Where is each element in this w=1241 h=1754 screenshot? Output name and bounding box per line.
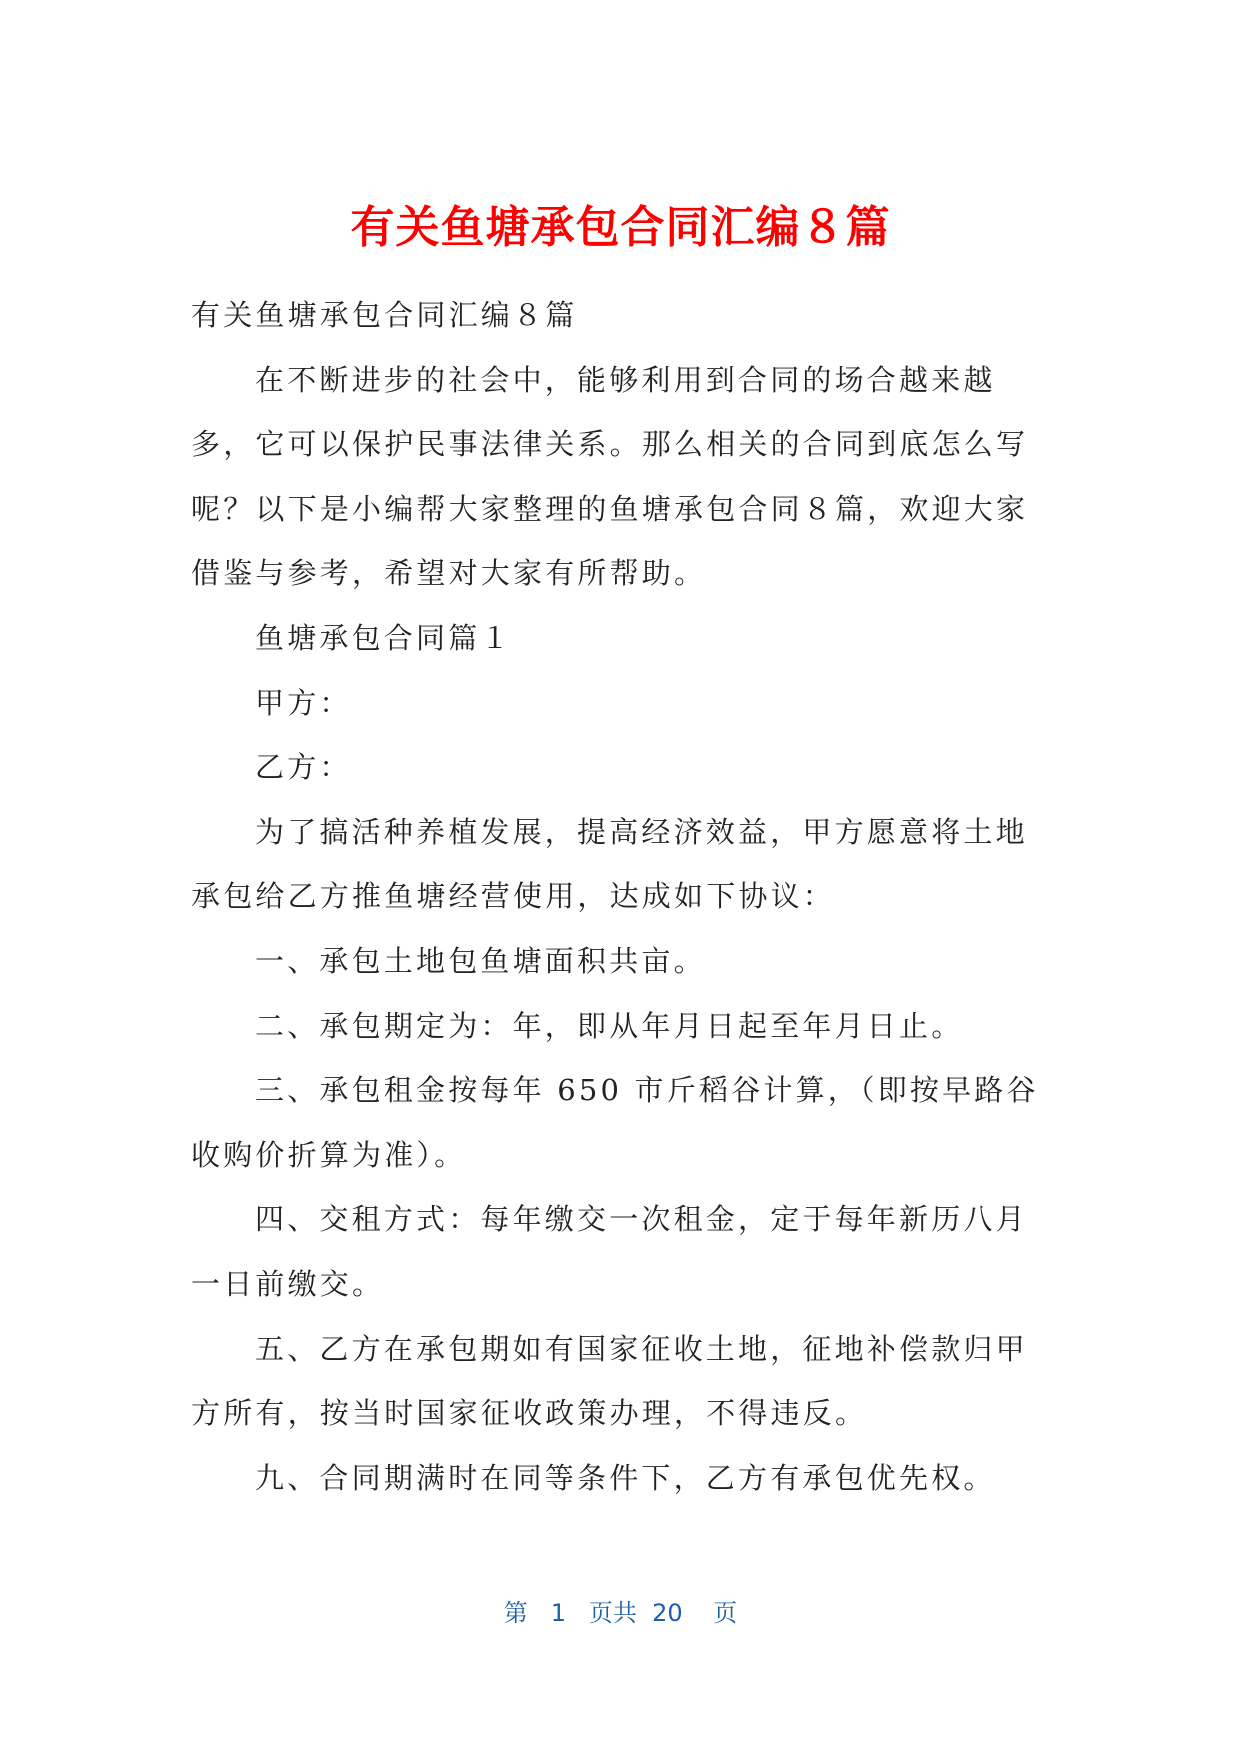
party-a-line: 甲方： — [255, 685, 352, 720]
clause-9: 九、合同期满时在同等条件下，乙方有承包优先权。 — [255, 1460, 996, 1495]
footer-middle: 页共 — [588, 1599, 637, 1627]
document-body — [191, 283, 1051, 1510]
section-heading: 鱼塘承包合同篇１ — [255, 620, 513, 655]
footer-total-pages: 20 — [652, 1599, 683, 1627]
purpose-paragraph: 为了搞活种养植发展，提高经济效益，甲方愿意将土地承包给乙方推鱼塘经营使用，达成如下协议： — [191, 814, 1028, 914]
clause-4: 四、交租方式：每年缴交一次租金，定于每年新历八月一日前缴交。 — [191, 1202, 1028, 1301]
footer-prefix: 第 — [503, 1599, 528, 1627]
clause-5: 五、乙方在承包期如有国家征收土地，征地补偿款归甲方所有，按当时国家征收政策办理，不得违反。 — [191, 1331, 1028, 1431]
intro-paragraph: 在不断进步的社会中，能够利用到合同的场合越来越多，它可以保护民事法律关系。那么相关的合同到底怎么写呢？以下是小编帮大家整理的鱼塘承包合同８篇，欢迎大家借鉴与参考，希望对大家有所帮助。 — [191, 362, 1029, 591]
document-subtitle: 有关鱼塘承包合同汇编８篇 — [191, 298, 578, 332]
page-footer — [0, 1596, 1241, 1630]
clause-2: 二、承包期定为：年，即从年月日起至年月日止。 — [255, 1008, 964, 1043]
party-b-line: 乙方： — [255, 750, 352, 785]
footer-suffix: 页 — [713, 1599, 738, 1627]
clause-1: 一、承包土地包鱼塘面积共亩。 — [255, 943, 706, 978]
footer-current-page: 1 — [550, 1599, 566, 1627]
clause-3: 三、承包租金按每年 650 市斤稻谷计算，（即按早路谷收购价折算为准）。 — [191, 1073, 1039, 1172]
document-title: 有关鱼塘承包合同汇编８篇 — [350, 202, 891, 253]
